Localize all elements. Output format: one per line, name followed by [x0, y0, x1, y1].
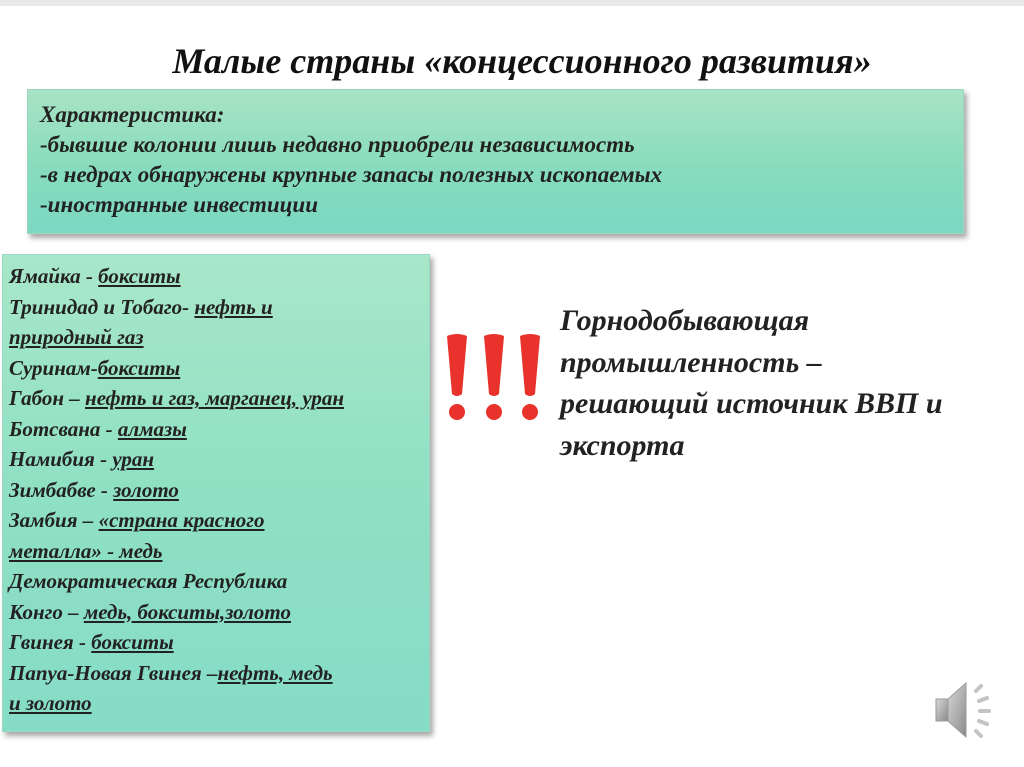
summary-line: решающий источник ВВП и [560, 387, 943, 420]
country-name: Тринидад и Тобаго- [9, 294, 195, 319]
country-line [9, 383, 423, 414]
characteristics-heading: Характеристика: [40, 102, 225, 127]
country-resource: металла» - медь [9, 538, 163, 563]
top-border [0, 0, 1024, 6]
country-line [9, 505, 423, 536]
country-line [9, 322, 423, 353]
country-name: Демократическая Республика [9, 569, 288, 593]
country-resource: золото [113, 477, 179, 502]
country-line [9, 292, 423, 323]
country-resource: бокситы [91, 630, 174, 654]
country-line [9, 536, 423, 567]
speaker-icon[interactable] [932, 675, 998, 745]
country-line [9, 658, 423, 689]
country-resource: нефть, медь [217, 660, 333, 685]
country-line [9, 627, 423, 658]
country-resource: бокситы [97, 355, 181, 380]
characteristic-item: -в недрах обнаружены крупные запасы полезных ископаемых [40, 162, 663, 187]
summary-line: Горнодобывающая [560, 304, 810, 337]
country-resource: нефть и [194, 294, 273, 319]
characteristics-box [27, 89, 964, 234]
country-line [9, 475, 423, 506]
country-line [9, 353, 423, 384]
country-resource: нефть и газ, марганец, уран [85, 386, 345, 410]
summary-line: экспорта [560, 428, 685, 462]
country-name: Ямайка - [9, 264, 99, 288]
country-resource: алмазы [117, 416, 187, 441]
country-name: Замбия – [9, 508, 99, 532]
country-name: Габон – [9, 386, 86, 410]
country-resource: уран [112, 447, 155, 471]
countries-box [2, 254, 430, 732]
country-resource: «страна красного [98, 508, 265, 532]
slide-title: Малые страны «концессионного развития» [172, 41, 872, 81]
summary-line: промышленность – [560, 345, 822, 379]
country-name: Конго – [9, 599, 84, 624]
characteristic-item: -иностранные инвестиции [40, 192, 318, 217]
country-line [9, 261, 423, 292]
country-name: Папуа-Новая Гвинея – [9, 660, 218, 685]
country-line [9, 688, 423, 719]
country-line [9, 597, 423, 628]
country-name: Ботсвана - [9, 416, 118, 441]
country-resource: природный газ [9, 325, 144, 349]
characteristic-item: -бывшие колонии лишь недавно приобрели независимость [40, 132, 635, 157]
country-resource: и золото [9, 691, 92, 715]
exclamation-icon [478, 332, 510, 424]
country-line [9, 444, 423, 475]
exclamation-icon [441, 332, 473, 424]
country-line [9, 566, 423, 597]
country-resource: медь, бокситы,золото [83, 599, 291, 624]
country-name: Суринам- [9, 355, 98, 380]
exclamation-icon [514, 332, 546, 424]
country-name: Намибия - [9, 447, 113, 471]
country-line [9, 414, 423, 445]
summary-text [560, 300, 1010, 466]
country-resource: бокситы [98, 264, 181, 288]
country-name: Зимбабве - [9, 477, 114, 502]
country-name: Гвинея - [9, 630, 92, 654]
